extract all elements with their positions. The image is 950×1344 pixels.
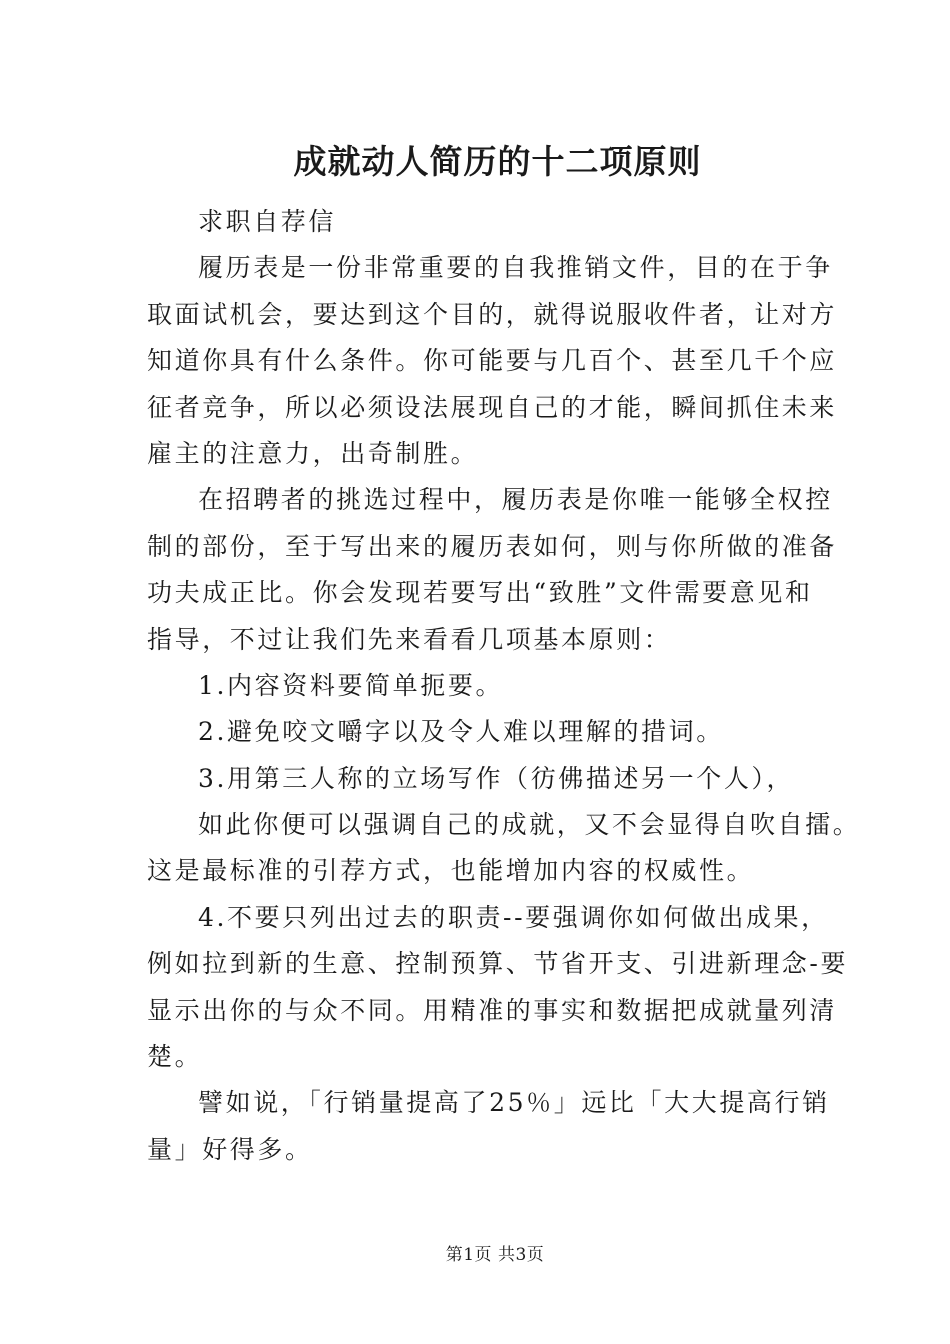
text-line: 例如拉到新的生意、控制预算、节省开支、引进新理念-要 xyxy=(147,949,849,979)
text-line: 求职自荐信 xyxy=(198,207,337,236)
text-line: 4.不要只列出过去的职责--要强调你如何做出成果， xyxy=(198,902,829,932)
text-line: 制的部份，至于写出来的履历表如何，则与你所做的准备 xyxy=(147,531,838,561)
text-line: 譬如说，「行销量提高了25％」远比「大大提高行销 xyxy=(198,1088,830,1118)
document-body xyxy=(147,199,861,1173)
page-footer: 第1页 共3页 xyxy=(445,1245,545,1265)
text-line: 取面试机会，要达到这个目的，就得说服收件者，让对方 xyxy=(147,299,838,329)
text-line: 如此你便可以强调自己的成就，又不会显得自吹自擂。 xyxy=(198,810,861,840)
text-line: 这是最标准的引荐方式，也能增加内容的权威性。 xyxy=(147,856,755,886)
text-line: 量」好得多。 xyxy=(147,1134,313,1164)
text-line: 功夫成正比。你会发现若要写出“致胜”文件需要意见和 xyxy=(147,578,813,608)
text-line: 显示出你的与众不同。用精准的事实和数据把成就量列清 xyxy=(147,995,838,1025)
text-line: 知道你具有什么条件。你可能要与几百个、甚至几千个应 xyxy=(147,346,838,376)
text-line: 楚。 xyxy=(147,1042,203,1072)
text-line: 履历表是一份非常重要的自我推销文件，目的在于争 xyxy=(198,253,833,283)
text-line: 1.内容资料要简单扼要。 xyxy=(198,670,504,700)
text-line: 征者竞争，所以必须设法展现自己的才能，瞬间抓住未来 xyxy=(147,392,838,422)
text-line: 2.避免咬文嚼字以及令人难以理解的措词。 xyxy=(198,717,724,747)
text-line: 雇主的注意力，出奇制胜。 xyxy=(147,438,479,468)
document-title: 成就动人简历的十二项原则 xyxy=(293,142,702,181)
text-line: 在招聘者的挑选过程中，履历表是你唯一能够全权控 xyxy=(198,485,833,515)
text-line: 3.用第三人称的立场写作（彷佛描述另一个人）， xyxy=(198,763,795,793)
text-line: 指导，不过让我们先来看看几项基本原则： xyxy=(147,624,672,654)
